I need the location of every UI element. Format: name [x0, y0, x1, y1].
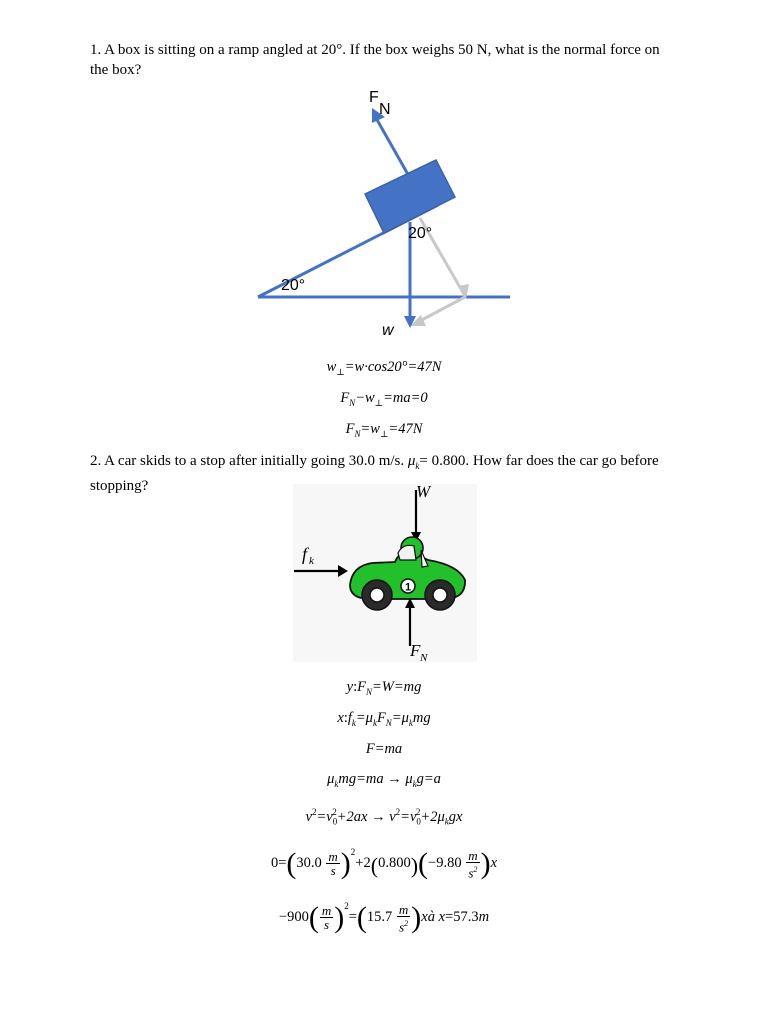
p1-equation-3: $F_N=w_\perp=47N$ [345, 421, 423, 439]
p2-equation-1: $y:F_N=W=mg$ [346, 679, 422, 697]
normal-label: F [410, 641, 421, 660]
rear-wheel-hub [370, 588, 384, 602]
ramp-angle-label: 20° [281, 277, 306, 294]
p1-equation-1: $w_\perp=w\cdot\cos 20^\circ=47N$ [326, 359, 442, 377]
p1-equation-2: $F_N-w_\perp=ma=0$ [340, 390, 428, 408]
weight-label: W [416, 482, 431, 501]
normal-subscript: N [420, 652, 428, 664]
p2-equation-5: $v^2=v_0^2+2ax \to v^2=v_0^2+2\mu_kgx$ [305, 807, 463, 827]
p2-equation-7: −900( $\frac{m}{s}$ )$^2$=(15.7 $\frac{m}{s^2}$ )xà x=57.3m [278, 901, 490, 934]
normal-force-subscript: N [379, 101, 391, 118]
p2-equation-2: $x:f_k=\mu_kF_N=\mu_kmg$ [337, 710, 431, 728]
friction-label: f [302, 544, 308, 564]
normal-force-line [376, 118, 410, 178]
p2-equation-3: F=ma [365, 741, 403, 757]
car-number: 1 [405, 581, 412, 594]
box-angle-label: 20° [408, 225, 433, 242]
p2-equation-6: 0=(30.0 $\frac{m}{s}$ )$^2$+2(0.800)(−9.80 $\frac{m}{s^2}$ )x [270, 847, 498, 880]
front-wheel-hub [433, 588, 447, 602]
car-free-body-diagram [290, 480, 480, 665]
normal-force-label: F [369, 89, 379, 106]
ramp-box-diagram [250, 84, 520, 344]
problem-2-text: 2. A car skids to a stop after initially going 30.0 m/s. $\mu_k= 0.800$. How far does the car go before stopping? [90, 453, 659, 494]
weight-label: w [382, 322, 394, 339]
p2-equation-4: $\mu_kmg=ma \to \mu_kg=a$ [327, 771, 441, 789]
problem-1-text: 1. A box is sitting on a ramp angled at 20°. If the box weighs 50 N, what is the normal force on the box? [90, 42, 660, 78]
parallel-component-line [418, 297, 465, 322]
friction-subscript: k [309, 555, 314, 567]
